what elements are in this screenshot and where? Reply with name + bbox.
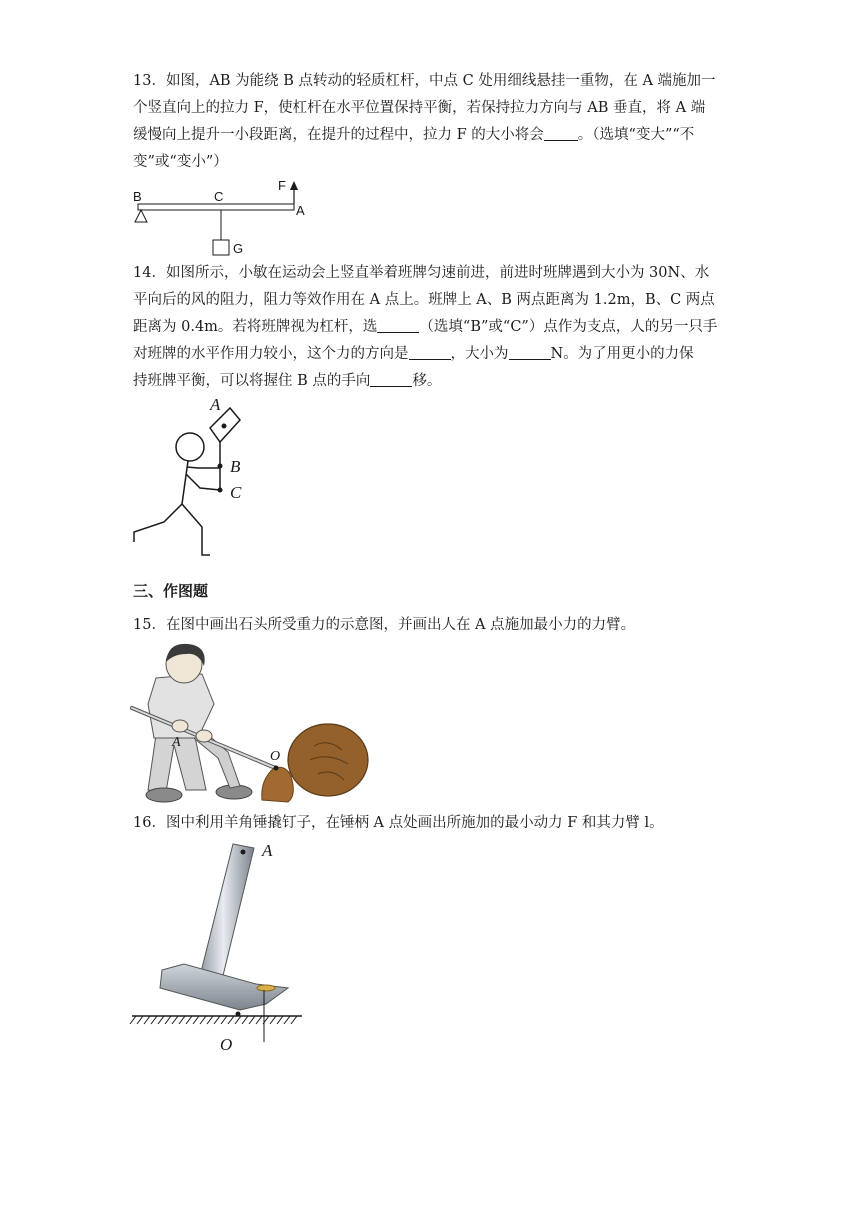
q14-line-4c: N。为了用更小的力保 bbox=[550, 346, 694, 362]
q14-line-3b: （选填“B”或“C”）点作为支点，人的另一只手 bbox=[419, 319, 718, 335]
q15-text: 15．在图中画出石头所受重力的示意图，并画出人在 A 点施加最小力的力臂。 bbox=[133, 617, 636, 633]
q13-line-4: 变”或“变小”） bbox=[133, 154, 228, 170]
q14-label-b: B bbox=[230, 457, 241, 476]
hatch-mark bbox=[151, 1016, 157, 1024]
hatch-mark bbox=[200, 1016, 206, 1024]
q13-force-arrowhead bbox=[290, 181, 298, 190]
hatch-mark bbox=[179, 1016, 185, 1024]
q13-line-1: 13．如图，AB 为能绕 B 点转动的轻质杠杆，中点 C 处用细线悬挂一重物，在 A 端施加一 bbox=[133, 73, 716, 89]
hatch-mark bbox=[249, 1016, 255, 1024]
question-14 bbox=[133, 260, 733, 395]
question-13 bbox=[133, 68, 733, 176]
q15-boy-shoe-left bbox=[146, 788, 182, 802]
hatch-mark bbox=[228, 1016, 234, 1024]
hatch-mark bbox=[186, 1016, 192, 1024]
q15-label-a: A bbox=[172, 735, 181, 750]
hatch-mark bbox=[256, 1016, 262, 1024]
q16-label-o: O bbox=[220, 1035, 233, 1054]
q14-line-4b: ，大小为 bbox=[450, 346, 509, 362]
hatch-mark bbox=[165, 1016, 171, 1024]
q13-label-c: C bbox=[214, 189, 224, 204]
q16-hammer-figure bbox=[130, 838, 320, 1058]
q16-nail bbox=[257, 985, 275, 991]
q14-line-3a: 距离为 0.4m。若将班牌视为杠杆，选 bbox=[133, 319, 378, 335]
q14-runner-head bbox=[176, 433, 204, 461]
q16-text: 16．图中利用羊角锤撬钉子，在锤柄 A 点处画出所施加的最小动力 F 和其力臂 l。 bbox=[133, 815, 664, 831]
hatch-mark bbox=[221, 1016, 227, 1024]
q16-point-a bbox=[241, 850, 246, 855]
hatch-mark bbox=[158, 1016, 164, 1024]
q15-point-o bbox=[274, 766, 279, 771]
hatch-mark bbox=[242, 1016, 248, 1024]
q16-label-a: A bbox=[262, 841, 273, 860]
q14-label-a: A bbox=[210, 395, 221, 414]
hatch-mark bbox=[235, 1016, 241, 1024]
section-title: 三、作图题 bbox=[133, 582, 209, 600]
q13-line-3b: 。（选填“变大”“不 bbox=[577, 127, 695, 143]
q14-label-c: C bbox=[230, 483, 242, 502]
q14-blank-1[interactable] bbox=[377, 318, 419, 333]
hatch-mark bbox=[277, 1016, 283, 1024]
q13-line-2: 个竖直向上的拉力 F，使杠杆在水平位置保持平衡，若保持拉力方向与 AB 垂直，将 A 端 bbox=[133, 100, 706, 116]
q14-blank-3[interactable] bbox=[509, 345, 551, 360]
q15-boy-hand-left bbox=[172, 720, 188, 732]
q15-fulcrum-stone bbox=[262, 767, 294, 802]
q13-lever-figure bbox=[130, 178, 320, 258]
hatch-mark bbox=[291, 1016, 297, 1024]
hatch-mark bbox=[130, 1016, 136, 1024]
q14-blank-2[interactable] bbox=[409, 345, 451, 360]
hatch-mark bbox=[193, 1016, 199, 1024]
q14-runner-figure bbox=[128, 392, 258, 562]
q13-label-a: A bbox=[296, 203, 305, 218]
q14-line-2: 平向后的风的阻力，阻力等效作用在 A 点上。班牌上 A、B 两点距离为 1.2m，B、C 两点 bbox=[133, 292, 715, 308]
q14-runner-leg-front bbox=[182, 504, 210, 555]
q14-blank-4[interactable] bbox=[370, 372, 412, 387]
q16-ground-hatching bbox=[130, 1016, 297, 1024]
q13-line-3: 缓慢向上提升一小段距离，在提升的过程中，拉力 F 的大小将会 bbox=[133, 127, 544, 143]
q14-line-1: 14．如图所示，小敏在运动会上竖直举着班牌匀速前进，前进时班牌遇到大小为 30N、水 bbox=[133, 265, 710, 281]
hatch-mark bbox=[137, 1016, 143, 1024]
q15-label-o: O bbox=[270, 749, 281, 764]
hatch-mark bbox=[270, 1016, 276, 1024]
q16-hammer-handle bbox=[198, 844, 254, 988]
q14-runner-arm-upper bbox=[187, 467, 220, 468]
q14-runner-arm-lower bbox=[186, 474, 220, 490]
q13-label-g: G bbox=[233, 241, 244, 256]
q13-lever-bar bbox=[138, 204, 294, 210]
q14-line-4a: 对班牌的水平作用力较小，这个力的方向是 bbox=[133, 346, 409, 362]
hatch-mark bbox=[207, 1016, 213, 1024]
q14-runner-leg-back bbox=[134, 504, 182, 542]
hatch-mark bbox=[172, 1016, 178, 1024]
q13-label-b: B bbox=[133, 189, 142, 204]
q15-boy-lever-figure bbox=[128, 640, 388, 810]
q14-line-5b: 移。 bbox=[412, 373, 442, 389]
hatch-mark bbox=[214, 1016, 220, 1024]
q13-label-f: F bbox=[278, 178, 286, 193]
q15-boy-hand-right bbox=[196, 730, 212, 742]
question-15 bbox=[133, 612, 733, 639]
q16-point-o bbox=[236, 1012, 241, 1017]
question-16 bbox=[133, 810, 733, 837]
q15-rock bbox=[288, 724, 368, 796]
hatch-mark bbox=[284, 1016, 290, 1024]
hatch-mark bbox=[144, 1016, 150, 1024]
q13-pivot-triangle bbox=[135, 210, 147, 222]
q14-point-a bbox=[222, 424, 227, 429]
q13-answer-blank[interactable] bbox=[544, 126, 578, 141]
q13-weight-box bbox=[213, 240, 229, 255]
q14-line-5a: 持班牌平衡，可以将握住 B 点的手向 bbox=[133, 373, 371, 389]
